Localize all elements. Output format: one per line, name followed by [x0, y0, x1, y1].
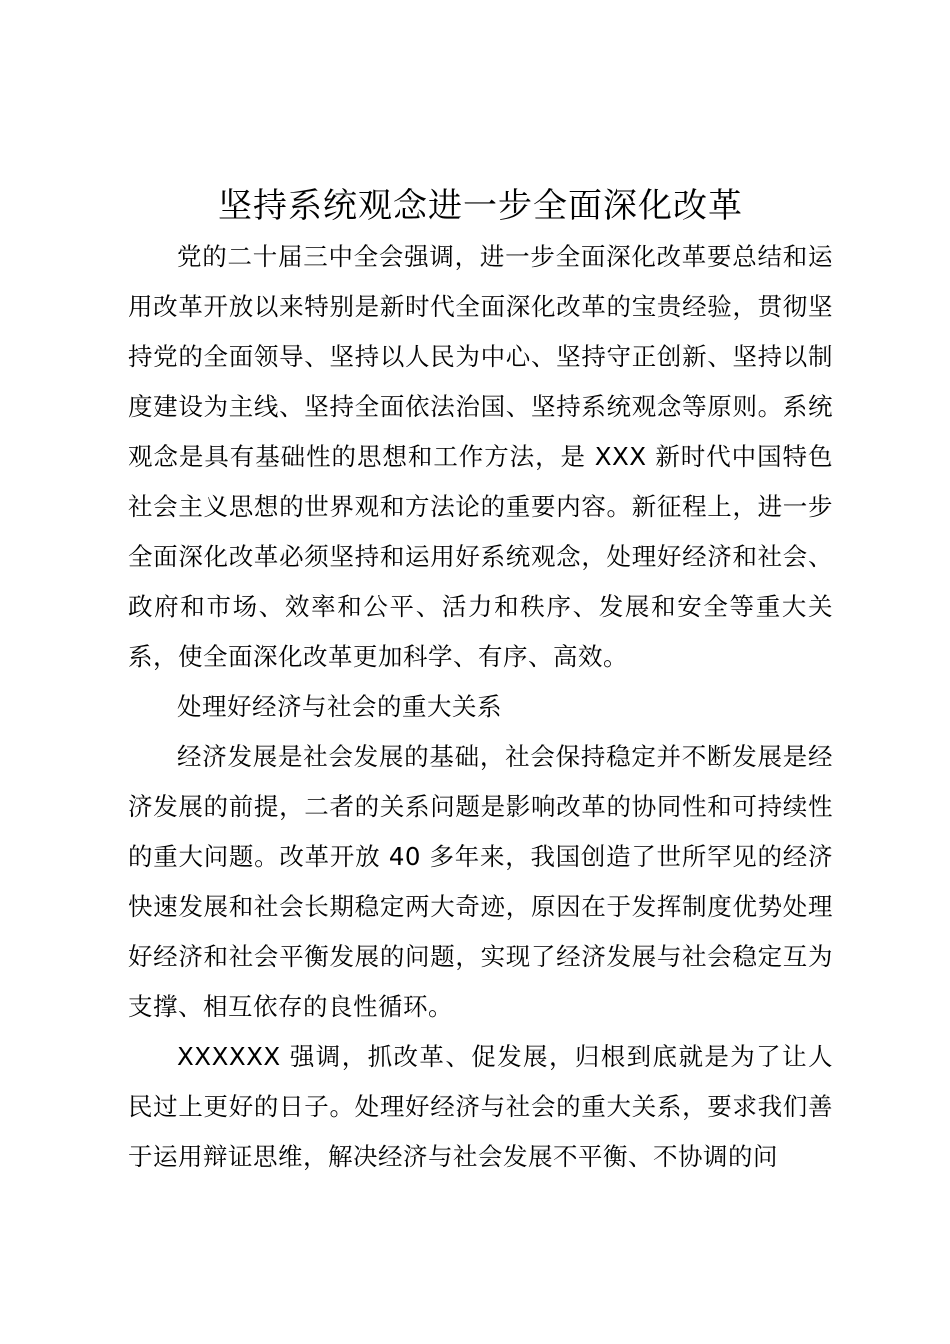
document-title: 坚持系统观念进一步全面深化改革 [218, 186, 743, 226]
section-heading: 处理好经济与社会的重大关系 [177, 692, 502, 721]
paragraph-economy-society: 经济发展是社会发展的基础，社会保持稳定并不断发展是经济发展的前提，二者的关系问题是影响改革的协同性和可持续性的重大问题。改革开放 40 多年来，我国创造了世所罕见的经济快速发展和社会长期稳定两大奇迹，原因在于发挥制度优势处理好经济和社会平衡发展的问题，实现了经济发展与社会稳定互为支撑、相互依存的良性循环。 [128, 742, 833, 1021]
document-page [128, 180, 833, 1182]
paragraph-reform-people: XXXXXX 强调，抓改革、促发展，归根到底就是为了让人民过上更好的日子。处理好经济与社会的重大关系，要求我们善于运用辩证思维，解决经济与社会发展不平衡、不协调的问 [128, 1042, 833, 1171]
paragraph-intro: 党的二十届三中全会强调，进一步全面深化改革要总结和运用改革开放以来特别是新时代全面深化改革的宝贵经验，贯彻坚持党的全面领导、坚持以人民为中心、坚持守正创新、坚持以制度建设为主线、坚持全面依法治国、坚持系统观念等原则。系统观念是具有基础性的思想和工作方法，是 XXX 新时代中国特色社会主义思想的世界观和方法论的重要内容。新征程上，进一步全面深化改革必须坚持和运用好系统观念，处理好经济和社会、政府和市场、效率和公平、活力和秩序、发展和安全等重大关系，使全面深化改革更加科学、有序、高效。 [128, 242, 833, 671]
